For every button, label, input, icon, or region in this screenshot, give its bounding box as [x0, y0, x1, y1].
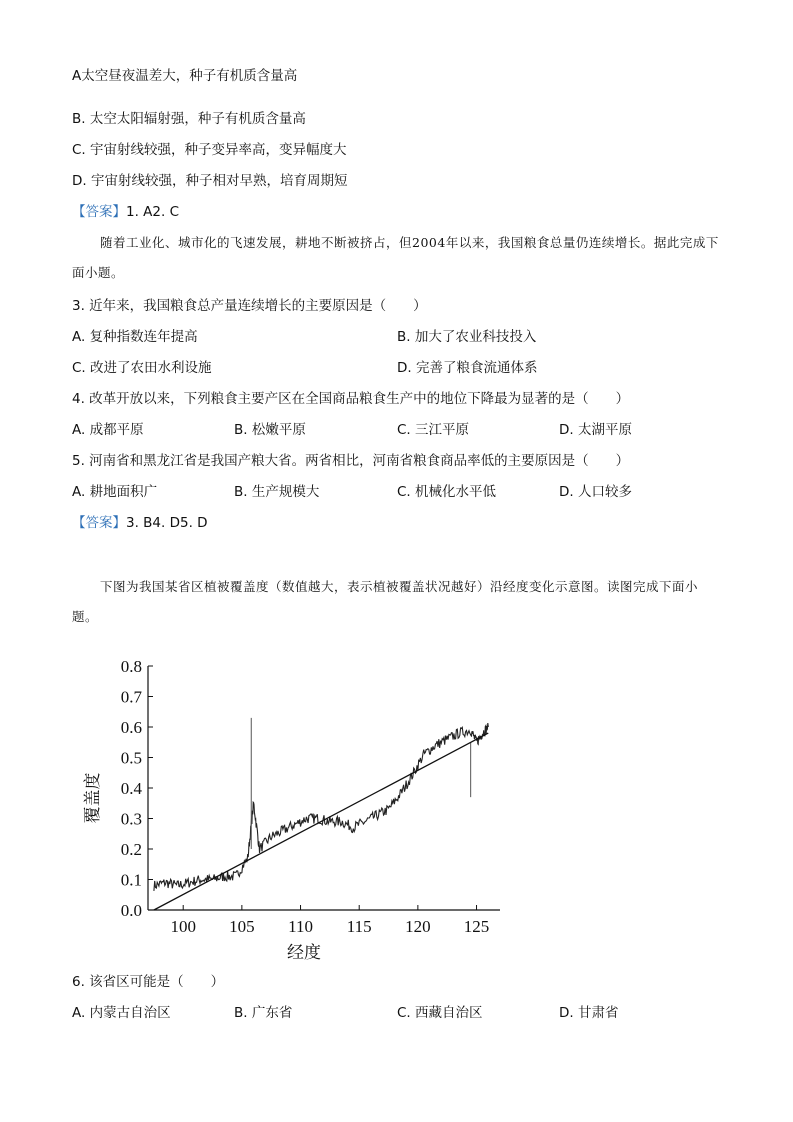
x-axis-title: 经度 [287, 943, 321, 962]
option-d-prev: D. 宇宙射线较强，种子相对早熟，培育周期短 [72, 173, 348, 189]
chart-axes [148, 666, 500, 910]
y-tick-label: 0.5 [120, 748, 142, 768]
x-tick-label: 115 [346, 917, 372, 936]
passage-2: 下图为我国某省区植被覆盖度（数值越大，表示植被覆盖状况越好）沿经度变化示意图。读图完成下面小题。 [72, 579, 699, 624]
y-tick-label: 0.7 [120, 687, 142, 707]
question-5-option-d: D. 人口较多 [559, 484, 632, 500]
question-3-option-c: C. 改进了农田水利设施 [72, 360, 212, 376]
answer-block-2 [72, 514, 208, 532]
y-tick-label: 0.2 [120, 840, 142, 859]
x-tick-label: 100 [170, 917, 196, 936]
question-4-option-a: A. 成都平原 [72, 422, 144, 438]
y-tick-label: 0.8 [120, 657, 142, 676]
option-b-prev: B. 太空太阳辐射强，种子有机质含量高 [72, 111, 306, 127]
question-3-stem: 3. 近年来，我国粮食总产量连续增长的主要原因是（ ） [72, 298, 427, 314]
answer-tag: 【答案】 [72, 204, 126, 220]
y-axis-title: 覆盖度 [83, 772, 103, 824]
y-tick-label: 0.6 [120, 718, 142, 737]
vegetation-coverage-chart [70, 650, 520, 962]
question-3-option-a: A. 复种指数连年提高 [72, 329, 198, 345]
question-6-option-a: A. 内蒙古自治区 [72, 1005, 171, 1021]
answer-text: 1. A2. C [126, 204, 180, 220]
x-tick-label: 125 [463, 917, 490, 936]
question-5-option-b: B. 生产规模大 [234, 484, 320, 500]
x-tick-label: 110 [288, 917, 313, 936]
option-c-prev: C. 宇宙射线较强，种子变异率高，变异幅度大 [72, 142, 347, 158]
question-3-option-b: B. 加大了农业科技投入 [397, 329, 537, 345]
question-4-option-b: B. 松嫩平原 [234, 422, 306, 438]
y-tick-label: 0.3 [120, 809, 142, 829]
chart-labels [83, 657, 489, 962]
y-tick-label: 0.1 [120, 870, 142, 890]
answer-text: 3. B4. D5. D [126, 515, 208, 531]
coverage-series-line [154, 723, 488, 891]
question-4-option-d: D. 太湖平原 [559, 422, 632, 438]
question-3-option-d: D. 完善了粮食流通体系 [397, 360, 538, 376]
question-6-option-d: D. 甘肃省 [559, 1005, 619, 1021]
answer-block-1 [72, 203, 179, 221]
question-4-option-c: C. 三江平原 [397, 422, 470, 438]
y-tick-label: 0.4 [120, 779, 142, 798]
trend-line [154, 733, 488, 910]
question-6-option-b: B. 广东省 [234, 1005, 293, 1021]
question-4-stem: 4. 改革开放以来，下列粮食主要产区在全国商品粮食生产中的地位下降最为显著的是（ ） [72, 391, 630, 407]
passage-1: 随着工业化、城市化的飞速发展，耕地不断被挤占，但2004年以来，我国粮食总量仍连续增长。据此完成下面小题。 [72, 235, 719, 280]
question-5-stem: 5. 河南省和黑龙江省是我国产粮大省。两省相比，河南省粮食商品率低的主要原因是（ ） [72, 453, 630, 469]
question-6-stem: 6. 该省区可能是（ ） [72, 974, 225, 990]
question-5-option-c: C. 机械化水平低 [397, 484, 497, 500]
question-5-option-a: A. 耕地面积广 [72, 484, 158, 500]
question-6-option-c: C. 西藏自治区 [397, 1005, 483, 1021]
y-tick-label: 0.0 [120, 901, 142, 920]
option-a-prev: A太空昼夜温差大，种子有机质含量高 [72, 68, 298, 84]
x-tick-label: 105 [229, 917, 255, 936]
answer-tag: 【答案】 [72, 515, 126, 531]
chart-marks [154, 718, 488, 910]
x-tick-label: 120 [405, 917, 431, 936]
